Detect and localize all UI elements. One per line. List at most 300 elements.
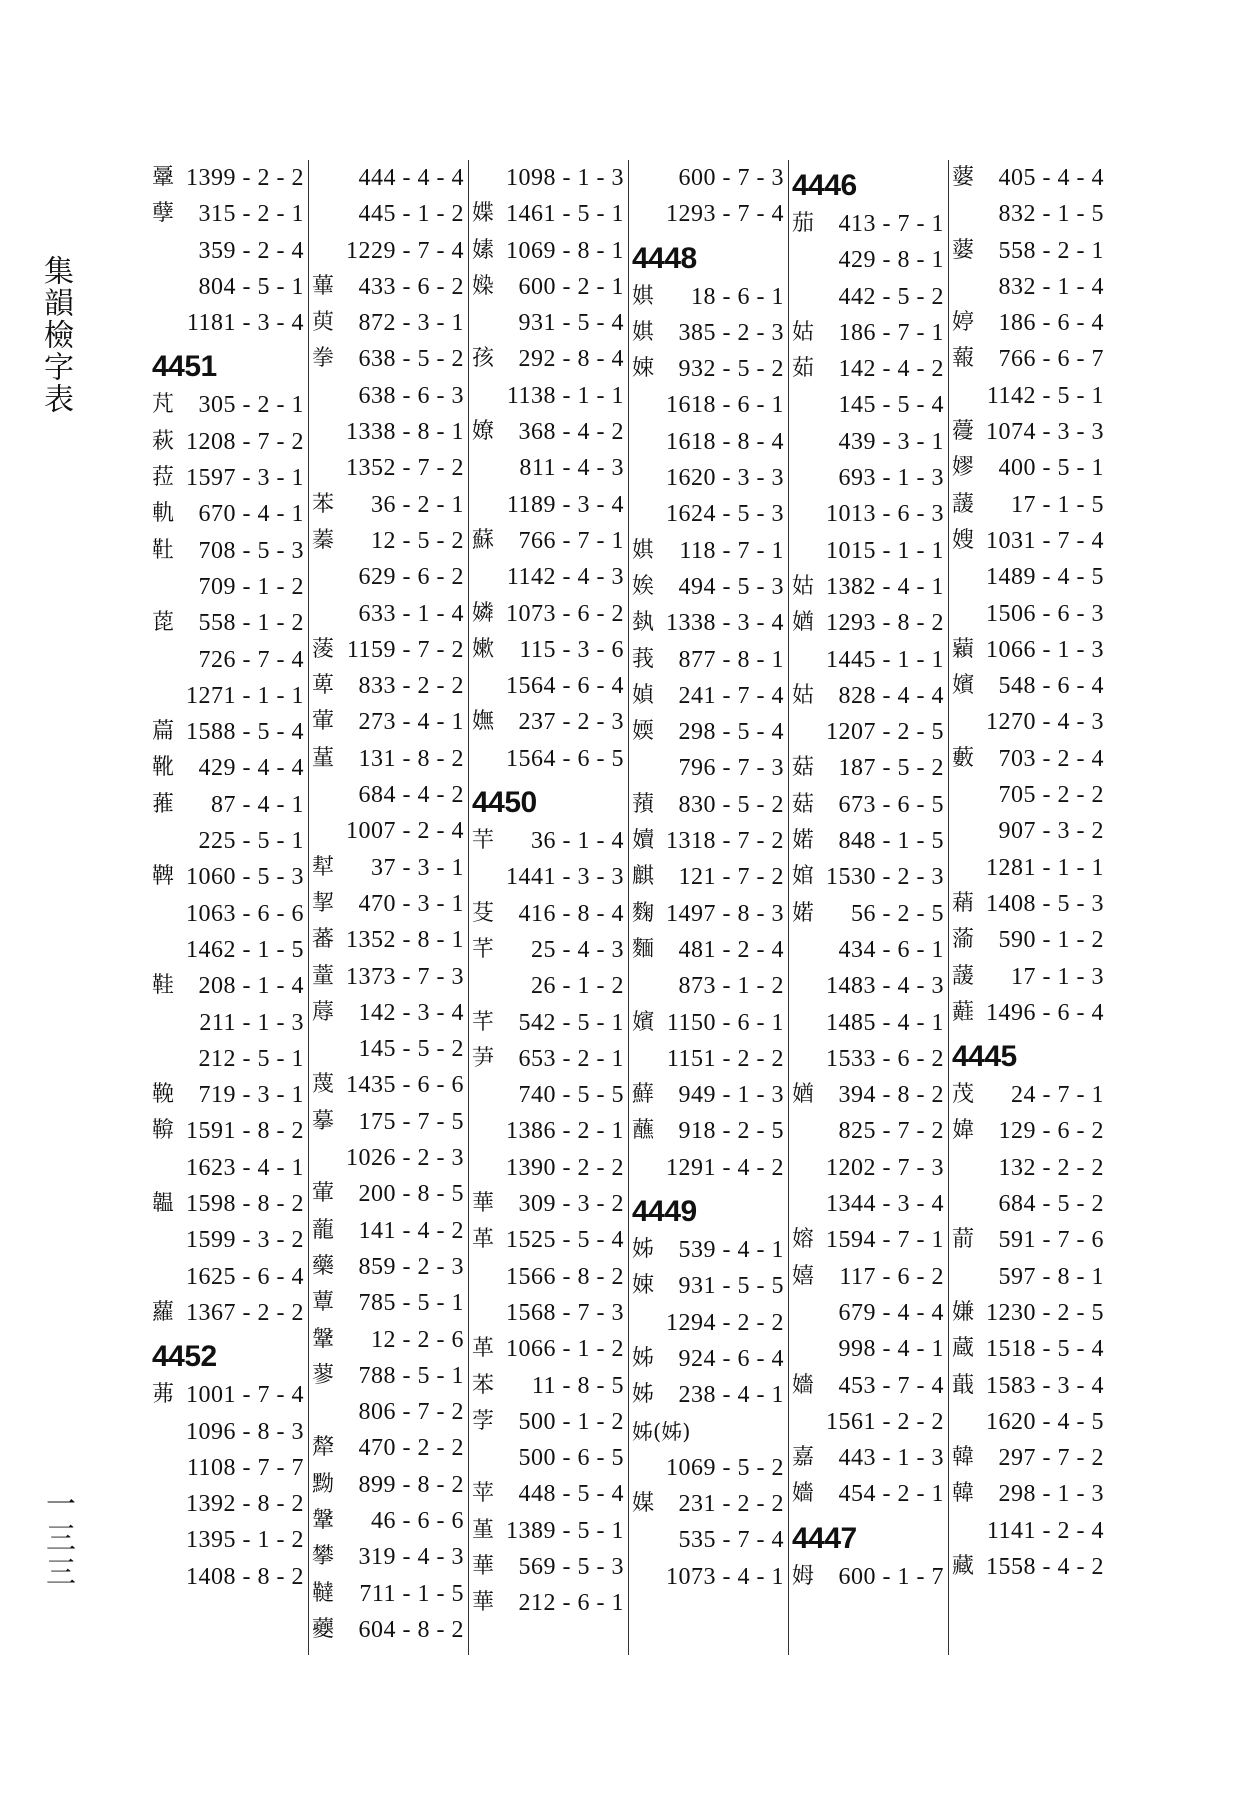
- entry-reference: 825 - 7 - 2: [838, 1118, 944, 1145]
- index-entry: [950, 1113, 1108, 1149]
- entry-reference: 1066 - 1 - 3: [986, 636, 1104, 663]
- entry-reference: 208 - 1 - 4: [198, 973, 304, 1000]
- section-heading: 4452: [152, 1340, 217, 1374]
- entry-reference: 1142 - 4 - 3: [506, 564, 624, 591]
- entry-reference: 394 - 8 - 2: [838, 1082, 944, 1109]
- entry-character: 娕: [632, 356, 655, 382]
- entry-reference: 117 - 6 - 2: [839, 1263, 944, 1290]
- entry-reference: 454 - 2 - 1: [838, 1481, 944, 1508]
- entry-character: 藥: [312, 1253, 335, 1279]
- index-entry: [150, 269, 308, 305]
- entry-character: 苯: [312, 491, 335, 517]
- entry-reference: 1497 - 8 - 3: [666, 900, 784, 927]
- entry-reference: 1098 - 1 - 3: [506, 165, 624, 191]
- index-entry: [790, 1331, 948, 1367]
- entry-character: 蔑: [312, 1072, 335, 1098]
- index-entry: [310, 813, 468, 849]
- index-entry: [950, 1259, 1108, 1295]
- entry-character: 茡: [472, 1408, 495, 1434]
- entry-reference: 56 - 2 - 5: [851, 900, 944, 927]
- index-entry: [790, 206, 948, 242]
- section-heading: 4446: [792, 169, 857, 202]
- entry-reference: 241 - 7 - 4: [678, 682, 784, 709]
- index-entry: [470, 1041, 628, 1077]
- entry-reference: 297 - 7 - 2: [998, 1445, 1104, 1472]
- index-entry: [630, 714, 788, 750]
- side-title: 集韻檢字表: [38, 255, 73, 415]
- index-entry: [310, 1249, 468, 1285]
- section-heading: 4447: [792, 1521, 857, 1555]
- entry-character: 芛: [472, 1045, 495, 1071]
- index-entry: [310, 1104, 468, 1140]
- entry-reference: 1338 - 8 - 1: [346, 419, 464, 446]
- entry-reference: 46 - 6 - 6: [371, 1507, 464, 1534]
- entry-reference: 1318 - 7 - 2: [666, 828, 784, 855]
- index-entry: [310, 995, 468, 1031]
- index-entry: [310, 450, 468, 486]
- index-entry: [470, 1113, 628, 1149]
- index-entry: [950, 1077, 1108, 1113]
- entry-character: 犛: [312, 1435, 335, 1461]
- entry-character: 鞞: [152, 864, 175, 890]
- entry-reference: 142 - 3 - 4: [358, 999, 464, 1026]
- index-entry: [310, 741, 468, 777]
- index-entry: [950, 559, 1108, 595]
- entry-reference: 175 - 7 - 5: [358, 1108, 464, 1135]
- index-entry: [470, 305, 628, 341]
- index-entry: [950, 1368, 1108, 1404]
- index-entry: [790, 1476, 948, 1512]
- index-entry: [950, 233, 1108, 269]
- entry-reference: 145 - 5 - 2: [358, 1036, 464, 1063]
- index-entry: [150, 160, 308, 196]
- index-entry: [310, 632, 468, 668]
- index-entry: [790, 896, 948, 932]
- index-entry: [630, 496, 788, 532]
- entry-reference: 1229 - 7 - 4: [346, 237, 464, 264]
- entry-reference: 1352 - 8 - 1: [346, 927, 464, 954]
- entry-character: 麴: [632, 900, 655, 926]
- entry-reference: 859 - 2 - 3: [358, 1253, 464, 1280]
- index-entry: [150, 496, 308, 532]
- entry-reference: 1566 - 8 - 2: [506, 1263, 624, 1290]
- index-entry: [950, 523, 1108, 559]
- entry-reference: 1485 - 4 - 1: [826, 1009, 944, 1036]
- entry-reference: 129 - 6 - 2: [998, 1118, 1104, 1145]
- entry-character: 姑: [792, 319, 815, 345]
- entry-reference: 1525 - 5 - 4: [506, 1227, 624, 1254]
- index-entry: [630, 1150, 788, 1186]
- entry-reference: 1591 - 8 - 2: [186, 1118, 304, 1145]
- index-entry: [470, 932, 628, 968]
- entry-character: 菈: [152, 465, 175, 491]
- entry-reference: 679 - 4 - 4: [838, 1299, 944, 1326]
- entry-character: 蔆: [312, 636, 335, 662]
- entry-character: 犎: [312, 854, 335, 880]
- entry-reference: 1564 - 6 - 4: [506, 673, 624, 700]
- entry-character: 嫌: [952, 1299, 975, 1325]
- entry-reference: 36 - 2 - 1: [371, 491, 464, 518]
- entry-reference: 17 - 1 - 5: [1011, 491, 1104, 518]
- entry-reference: 500 - 1 - 2: [518, 1408, 624, 1435]
- index-entry: [150, 1414, 308, 1450]
- index-entry: [310, 1140, 468, 1176]
- entry-reference: 273 - 4 - 1: [358, 709, 464, 736]
- entry-reference: 830 - 5 - 2: [678, 791, 784, 818]
- index-entry: [470, 1476, 628, 1512]
- index-entry: [310, 305, 468, 341]
- entry-character: 萆: [312, 673, 335, 699]
- entry-character: 蕈: [312, 1290, 335, 1316]
- entry-reference: 1445 - 1 - 1: [826, 646, 944, 673]
- entry-character: 蘿: [152, 1299, 175, 1325]
- entry-reference: 548 - 6 - 4: [998, 673, 1104, 700]
- entry-character: 蓳: [312, 745, 335, 771]
- index-entry: [310, 1394, 468, 1430]
- entry-character: 摹: [312, 1108, 335, 1134]
- entry-reference: 1060 - 5 - 3: [186, 864, 304, 891]
- entry-reference: 1462 - 1 - 5: [186, 936, 304, 963]
- entry-reference: 237 - 2 - 3: [518, 709, 624, 736]
- index-entry: [630, 569, 788, 605]
- entry-reference: 225 - 5 - 1: [198, 828, 304, 855]
- index-entry: [310, 378, 468, 414]
- entry-reference: 766 - 7 - 1: [518, 527, 624, 554]
- entry-character: 嘉: [792, 1445, 815, 1471]
- entry-character: 蘇: [472, 527, 495, 553]
- entry-character: 軌: [152, 501, 175, 527]
- entry-character: 靯: [152, 537, 175, 563]
- section-heading: 4445: [952, 1040, 1017, 1074]
- entry-reference: 442 - 5 - 2: [838, 283, 944, 310]
- entry-reference: 653 - 2 - 1: [518, 1045, 624, 1072]
- entry-character: 娸: [632, 319, 655, 345]
- index-entry: [150, 787, 308, 823]
- entry-reference: 1150 - 6 - 1: [666, 1009, 784, 1036]
- section-heading: 4451: [152, 350, 217, 384]
- index-entry: [950, 160, 1108, 196]
- index-entry: [630, 1414, 788, 1450]
- index-entry: [630, 460, 788, 496]
- index-entry: [950, 378, 1108, 414]
- entry-character: 鞋: [152, 973, 175, 999]
- index-entry: [950, 777, 1108, 813]
- index-entry: [470, 741, 628, 777]
- entry-character: 鞔: [152, 1082, 175, 1108]
- index-entry: [950, 959, 1108, 995]
- entry-reference: 806 - 7 - 2: [358, 1399, 464, 1426]
- entry-character: 華: [472, 1553, 495, 1579]
- index-entry: [470, 196, 628, 232]
- entry-reference: 212 - 5 - 1: [198, 1045, 304, 1072]
- index-entry: [950, 1476, 1108, 1512]
- entry-reference: 670 - 4 - 1: [198, 501, 304, 528]
- index-entry: [790, 279, 948, 315]
- entry-reference: 1392 - 8 - 2: [186, 1491, 304, 1518]
- entry-reference: 1367 - 2 - 2: [186, 1299, 304, 1326]
- index-entry: [150, 196, 308, 232]
- entry-reference: 118 - 7 - 1: [679, 537, 784, 564]
- entry-character: 韓: [952, 1481, 975, 1507]
- index-entry: [470, 523, 628, 559]
- index-entry: [790, 1368, 948, 1404]
- entry-reference: 1623 - 4 - 1: [186, 1154, 304, 1181]
- index-entry: [950, 269, 1108, 305]
- entry-reference: 832 - 1 - 5: [998, 201, 1104, 228]
- index-entry: [470, 414, 628, 450]
- entry-character: 蕫: [312, 963, 335, 989]
- entry-character: 華: [472, 1191, 495, 1217]
- index-entry: [790, 1440, 948, 1476]
- entry-character: 嫂: [952, 527, 975, 553]
- index-entry: [630, 424, 788, 460]
- entry-reference: 1561 - 2 - 2: [826, 1408, 944, 1435]
- index-entry: [950, 1549, 1108, 1585]
- entry-character: 堇: [472, 1517, 495, 1543]
- entry-reference: 629 - 6 - 2: [358, 564, 464, 591]
- entry-reference: 740 - 5 - 5: [518, 1082, 624, 1109]
- index-entry: [950, 741, 1108, 777]
- index-entry: [150, 1041, 308, 1077]
- entry-reference: 684 - 4 - 2: [358, 782, 464, 809]
- entry-reference: 25 - 4 - 3: [531, 936, 624, 963]
- index-entry: [790, 678, 948, 714]
- entry-reference: 87 - 4 - 1: [211, 791, 304, 818]
- entry-reference: 1599 - 3 - 2: [186, 1227, 304, 1254]
- entry-reference: 1558 - 4 - 2: [986, 1553, 1104, 1580]
- entry-reference: 433 - 6 - 2: [358, 273, 464, 300]
- entry-reference: 1618 - 6 - 1: [666, 392, 784, 419]
- index-entry: [310, 1067, 468, 1103]
- index-entry: [470, 968, 628, 1004]
- entry-character: 革: [472, 1227, 495, 1253]
- entry-reference: 1189 - 3 - 4: [506, 491, 624, 518]
- entry-character: 蕺: [952, 1372, 975, 1398]
- entry-reference: 1395 - 1 - 2: [186, 1527, 304, 1554]
- entry-character: 蕍: [952, 927, 975, 953]
- index-entry: [790, 1113, 948, 1149]
- entry-reference: 1382 - 4 - 1: [826, 573, 944, 600]
- index-entry: [790, 787, 948, 823]
- index-entry: [790, 1259, 948, 1295]
- index-entry: [150, 1559, 308, 1595]
- index-entry: [790, 750, 948, 786]
- index-entry: [630, 196, 788, 232]
- entry-character: 蘐: [952, 491, 975, 517]
- entry-character: 蕱: [952, 890, 975, 916]
- index-entry: [950, 813, 1108, 849]
- index-entry: [790, 1404, 948, 1440]
- index-entry: [790, 1077, 948, 1113]
- index-entry: [790, 242, 948, 278]
- index-entry: [470, 668, 628, 704]
- entry-character: 藏: [952, 1553, 975, 1579]
- entry-character: 媁: [952, 1118, 975, 1144]
- index-entry: [790, 642, 948, 678]
- index-entry: [950, 1222, 1108, 1258]
- entry-reference: 1001 - 7 - 4: [186, 1382, 304, 1409]
- entry-character: 娕: [632, 1273, 655, 1299]
- entry-character: 蔵: [952, 1336, 975, 1362]
- section-heading: 4450: [472, 786, 537, 820]
- entry-reference: 470 - 3 - 1: [358, 890, 464, 917]
- entry-character: 芊: [472, 1009, 495, 1035]
- entry-reference: 481 - 2 - 4: [678, 936, 784, 963]
- entry-character: 婠: [792, 864, 815, 890]
- entry-character: 蓁: [312, 527, 335, 553]
- index-column-4: [630, 160, 789, 1655]
- index-entry: [630, 1005, 788, 1041]
- entry-character: 嬻: [632, 828, 655, 854]
- entry-reference: 766 - 6 - 7: [998, 346, 1104, 373]
- entry-reference: 305 - 2 - 1: [198, 392, 304, 419]
- entry-reference: 1270 - 4 - 3: [986, 709, 1104, 736]
- entry-character: 婼: [792, 900, 815, 926]
- entry-reference: 1069 - 8 - 1: [506, 237, 624, 264]
- entry-reference: 726 - 7 - 4: [198, 646, 304, 673]
- index-entry: [630, 823, 788, 859]
- entry-character: 嫊: [472, 237, 495, 263]
- index-entry: [470, 1259, 628, 1295]
- index-entry: [470, 823, 628, 859]
- entry-reference: 1063 - 6 - 6: [186, 900, 304, 927]
- entry-reference: 448 - 5 - 4: [518, 1481, 624, 1508]
- index-entry: [150, 678, 308, 714]
- entry-character: 蘳: [952, 999, 975, 1025]
- index-entry: [310, 1539, 468, 1575]
- index-entry: [310, 1467, 468, 1503]
- entry-reference: 1441 - 3 - 3: [506, 864, 624, 891]
- index-entry: [790, 315, 948, 351]
- index-entry: [310, 922, 468, 958]
- index-entry: [310, 704, 468, 740]
- index-entry: [150, 642, 308, 678]
- entry-reference: 638 - 5 - 2: [358, 346, 464, 373]
- entry-reference: 1620 - 3 - 3: [666, 465, 784, 492]
- index-entry: [310, 196, 468, 232]
- entry-character: 姑: [792, 573, 815, 599]
- entry-character: 茄: [792, 211, 815, 236]
- entry-reference: 470 - 2 - 2: [358, 1435, 464, 1462]
- index-entry: [790, 823, 948, 859]
- page-number: 一三三: [40, 1488, 75, 1590]
- index-entry: [150, 968, 308, 1004]
- index-entry: [470, 1295, 628, 1331]
- index-entry: [310, 850, 468, 886]
- entry-reference: 1625 - 6 - 4: [186, 1263, 304, 1290]
- entry-reference: 1074 - 3 - 3: [986, 419, 1104, 446]
- entry-character: 嫾: [472, 600, 495, 626]
- index-entry: [150, 424, 308, 460]
- entry-character: 萸: [312, 310, 335, 336]
- entry-reference: 26 - 1 - 2: [531, 973, 624, 1000]
- entry-reference: 1066 - 1 - 2: [506, 1336, 624, 1363]
- entry-reference: 828 - 4 - 4: [838, 682, 944, 709]
- index-entry: [630, 932, 788, 968]
- index-entry: [470, 704, 628, 740]
- entry-reference: 309 - 3 - 2: [518, 1191, 624, 1218]
- entry-reference: 12 - 5 - 2: [371, 527, 464, 554]
- index-entry: [310, 1322, 468, 1358]
- entry-character: 萞: [152, 610, 175, 636]
- index-column-3: [470, 160, 629, 1655]
- entry-reference: 385 - 2 - 3: [678, 319, 784, 346]
- entry-character: 姊: [632, 1237, 655, 1263]
- index-entry: [630, 605, 788, 641]
- index-entry: [470, 1222, 628, 1258]
- entry-reference: 590 - 1 - 2: [998, 927, 1104, 954]
- entry-reference: 558 - 1 - 2: [198, 610, 304, 637]
- entry-reference: 405 - 4 - 4: [998, 165, 1104, 191]
- entry-reference: 705 - 2 - 2: [998, 782, 1104, 809]
- entry-character: 娸: [632, 283, 655, 309]
- entry-reference: 212 - 6 - 1: [518, 1590, 624, 1617]
- index-entry: [150, 460, 308, 496]
- index-entry: [470, 1585, 628, 1621]
- entry-reference: 1015 - 1 - 1: [826, 537, 944, 564]
- entry-reference: 788 - 5 - 1: [358, 1362, 464, 1389]
- entry-character: 嫽: [472, 419, 495, 445]
- entry-reference: 604 - 8 - 2: [358, 1616, 464, 1643]
- index-entry: [630, 279, 788, 315]
- entry-reference: 1202 - 7 - 3: [826, 1154, 944, 1181]
- index-entry: [630, 315, 788, 351]
- entry-character: 鞥: [152, 1118, 175, 1144]
- entry-reference: 1408 - 5 - 3: [986, 890, 1104, 917]
- entry-reference: 292 - 8 - 4: [518, 346, 624, 373]
- index-entry: [150, 1377, 308, 1413]
- entry-reference: 1568 - 7 - 3: [506, 1299, 624, 1326]
- entry-reference: 1026 - 2 - 3: [346, 1145, 464, 1172]
- index-entry: [310, 341, 468, 377]
- entry-reference: 1294 - 2 - 2: [666, 1309, 784, 1336]
- index-entry: [150, 305, 308, 341]
- entry-character: 苯: [472, 1372, 495, 1398]
- index-entry: [470, 450, 628, 486]
- entry-reference: 1344 - 3 - 4: [826, 1191, 944, 1218]
- entry-character: 蘐: [952, 963, 975, 989]
- entry-reference: 1141 - 2 - 4: [986, 1517, 1104, 1544]
- entry-reference: 907 - 3 - 2: [998, 818, 1104, 845]
- entry-character: 萹: [152, 719, 175, 745]
- entry-character: 蕃: [312, 927, 335, 953]
- index-entry: [630, 1305, 788, 1341]
- index-entry: [470, 596, 628, 632]
- entry-character: 葷: [312, 709, 335, 735]
- entry-reference: 200 - 8 - 5: [358, 1181, 464, 1208]
- entry-character: 萩: [152, 428, 175, 454]
- entry-reference: 1399 - 2 - 2: [186, 165, 304, 191]
- entry-character: 菇: [792, 755, 815, 781]
- entry-reference: 1338 - 3 - 4: [666, 610, 784, 637]
- index-entry: [950, 1150, 1108, 1186]
- index-entry: [310, 1576, 468, 1612]
- index-entry: [470, 632, 628, 668]
- entry-character: 姊(姊): [632, 1419, 691, 1444]
- entry-reference: 1230 - 2 - 5: [986, 1299, 1104, 1326]
- index-entry: [150, 859, 308, 895]
- index-entry: [310, 1430, 468, 1466]
- index-entry: [630, 787, 788, 823]
- index-entry: [310, 1612, 468, 1648]
- index-entry: [150, 750, 308, 786]
- entry-reference: 1271 - 1 - 1: [186, 682, 304, 709]
- entry-character: 姑: [792, 682, 815, 708]
- index-entry: [150, 1522, 308, 1558]
- entry-character: 芃: [152, 392, 175, 418]
- index-entry: [950, 450, 1108, 486]
- entry-reference: 1483 - 4 - 3: [826, 973, 944, 1000]
